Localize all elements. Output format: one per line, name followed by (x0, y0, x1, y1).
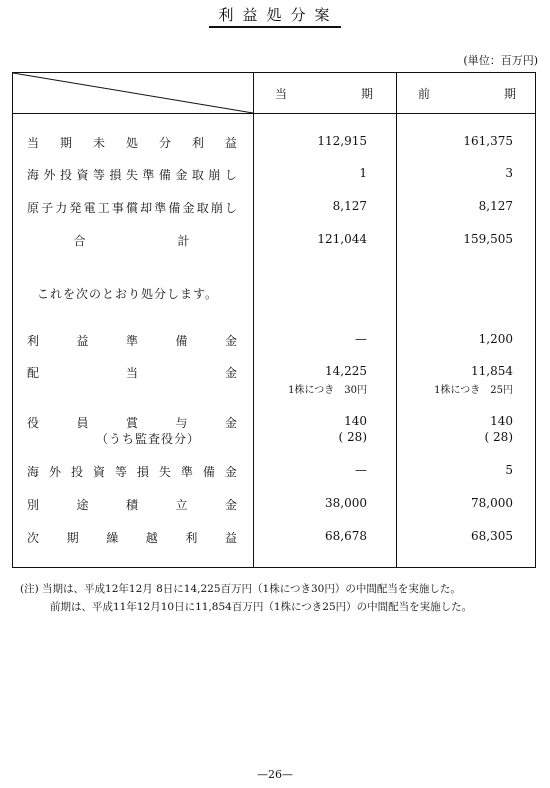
row-label: 利 益 準 備 金 (27, 334, 237, 348)
previous-dividend-per-share: 1株につき 25円 (434, 385, 513, 396)
footnotes (20, 580, 472, 616)
current-value: 38,000 (325, 496, 367, 510)
current-value: 112,915 (317, 134, 367, 148)
appropriation-intro: これを次のとおり処分します。 (37, 287, 219, 301)
current-value: 121,044 (317, 232, 367, 246)
footnote-previous: 前期は、平成11年12月10日に11,854百万円（1株につき25円）の中間配当を実施した。 (50, 601, 473, 613)
table-subrow (13, 381, 537, 399)
current-value: — (355, 463, 367, 477)
previous-value: 140 (490, 414, 513, 428)
previous-value: 8,127 (478, 199, 513, 213)
current-value: 14,225 (325, 364, 367, 378)
header-diagonal-line (13, 73, 253, 113)
table-row (13, 529, 537, 547)
table-row (13, 199, 537, 217)
previous-value: 3 (505, 166, 513, 180)
previous-value: 159,505 (463, 232, 513, 246)
table-row (13, 332, 537, 350)
table-row (13, 166, 537, 184)
row-label: 役 員 賞 与 金 (27, 416, 237, 430)
current-value: 140 (344, 414, 367, 428)
table-row (13, 364, 537, 382)
row-label: 海 外 投 資 等 損 失 準 備 金 取 崩 し (27, 168, 237, 182)
total-row (13, 232, 537, 250)
row-label: 当 期 未 処 分 利 益 (27, 136, 237, 150)
total-label: 合 計 (73, 234, 191, 248)
table-subrow (13, 430, 537, 448)
header-divider (13, 113, 535, 114)
row-label: 次 期 繰 越 利 益 (27, 531, 237, 545)
unit-label: (単位：百万円) (463, 54, 538, 67)
row-sublabel: （うち監査役分） (95, 432, 200, 446)
current-value: — (355, 332, 367, 346)
current-period-header: 当 期 (275, 87, 375, 101)
current-value: 1 (359, 166, 367, 180)
previous-value: 11,854 (471, 364, 513, 378)
previous-auditor-value: ( 28) (484, 430, 513, 444)
row-label: 配 当 金 (27, 366, 237, 380)
document-title: 利益処分案 (0, 4, 550, 28)
current-value: 8,127 (332, 199, 367, 213)
row-label: 別 途 積 立 金 (27, 498, 237, 512)
previous-value: 1,200 (478, 332, 513, 346)
table-row (13, 496, 537, 514)
previous-value: 161,375 (463, 134, 513, 148)
table-row (13, 463, 537, 481)
row-label: 海 外 投 資 等 損 失 準 備 金 (27, 465, 237, 479)
current-value: 68,678 (325, 529, 367, 543)
previous-value: 5 (505, 463, 513, 477)
previous-period-header: 前 期 (418, 87, 518, 101)
current-dividend-per-share: 1株につき 30円 (288, 385, 367, 396)
current-auditor-value: ( 28) (338, 430, 367, 444)
previous-value: 78,000 (471, 496, 513, 510)
footnote-current: (注) 当期は、平成12年12月 8日に14,225百万円（1株につき30円）の中間配当を実施した。 (20, 583, 461, 595)
row-label: 原 子 力 発 電 工 事 償 却 準 備 金 取 崩 し (27, 201, 237, 215)
table-row (13, 134, 537, 152)
previous-value: 68,305 (471, 529, 513, 543)
page-number: —26— (257, 768, 293, 781)
profit-appropriation-table (12, 72, 536, 568)
